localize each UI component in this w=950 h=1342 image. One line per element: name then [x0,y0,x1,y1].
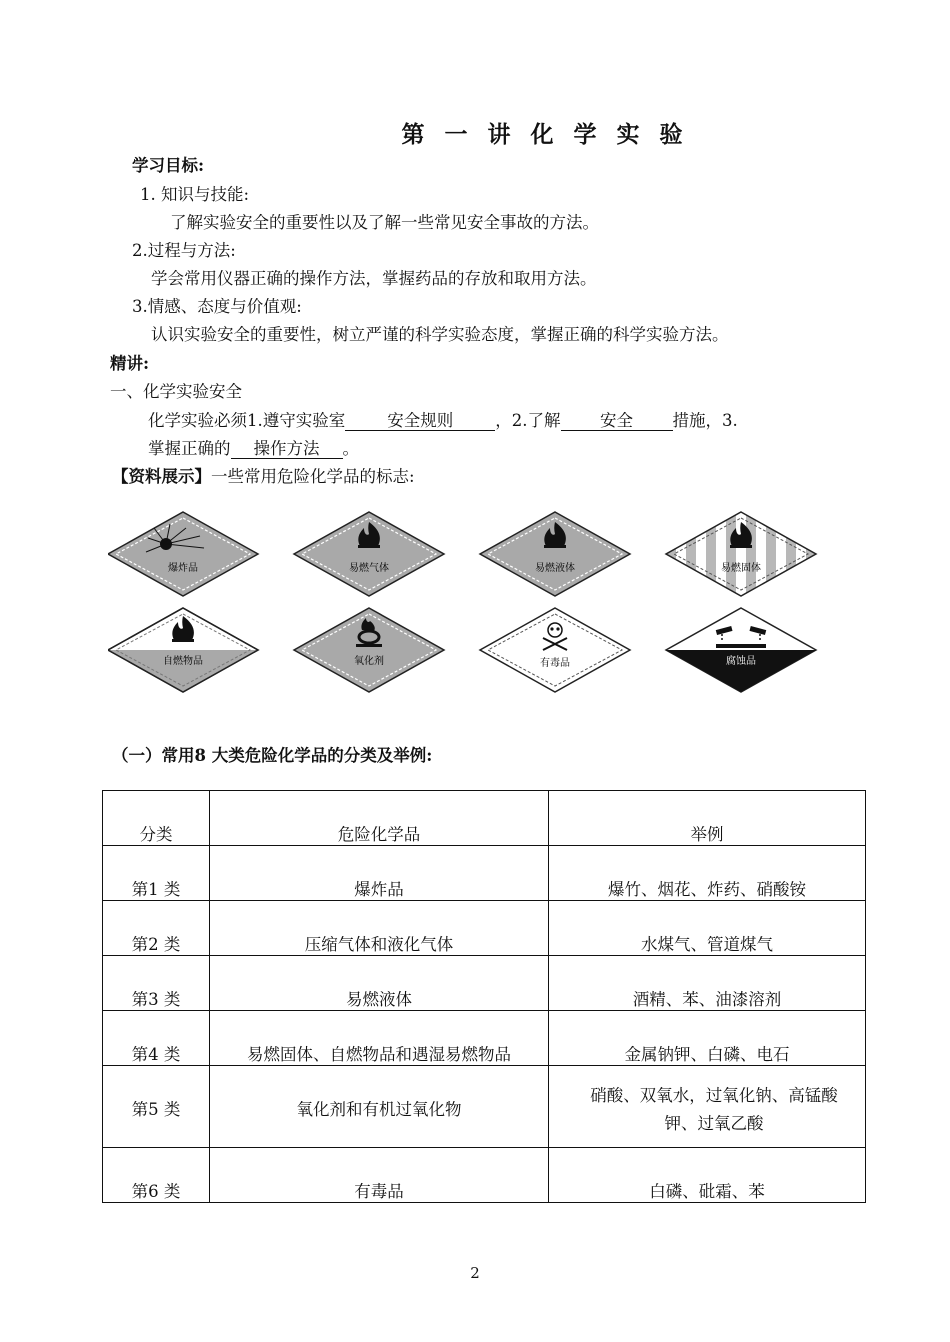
sign-label: 自燃物品 [163,656,203,667]
example-cell: 爆竹、烟花、炸药、硝酸铵 [608,880,806,899]
materials-line [112,463,415,487]
class-cell: 第3 类 [131,990,181,1009]
sign-label: 有毒品 [540,658,570,669]
sign-label: 爆炸品 [168,563,198,574]
sentence-part: 掌握正确的 [148,439,231,458]
example-cell: 白磷、砒霜、苯 [649,1182,765,1201]
chemical-cell: 氧化剂和有机过氧化物 [296,1100,462,1119]
table-row [103,1148,866,1203]
objective-text-2: 学会常用仪器正确的操作方法，掌握药品的存放和取用方法。 [151,269,597,288]
example-cell: 水煤气、管道煤气 [641,935,773,954]
column-header: 危险化学品 [337,825,421,844]
hazard-classification-table [102,790,866,1203]
hazard-signs-figure [108,508,838,700]
page-title: 第 一 讲 化 学 实 验 [401,121,689,148]
sign-flammable-solid [666,512,816,596]
sentence-part: 化学实验必须1.遵守实验室 [148,411,346,430]
page-number: 2 [470,1264,480,1282]
class-cell: 第6 类 [131,1182,181,1201]
objective-text-3: 认识实验安全的重要性，树立严谨的科学实验态度，掌握正确的科学实验方法。 [151,325,729,344]
chemical-cell: 易燃液体 [346,990,412,1009]
fill-blank-answer: 操作方法 [231,439,343,459]
chemical-cell: 易燃固体、自燃物品和遇湿易燃物品 [247,1045,511,1064]
section-heading: 一、化学实验安全 [110,382,242,401]
class-cell: 第5 类 [131,1100,181,1119]
fill-blank-answer: 安全 [561,411,673,431]
sentence-part: 。 [342,439,359,458]
objective-label-3: 3.情感、态度与价值观: [132,297,302,316]
class-cell: 第4 类 [131,1045,181,1064]
sentence-part: ，2.了解 [495,411,561,430]
sign-label: 易燃固体 [721,563,761,574]
safety-sentence-line1 [148,407,738,431]
materials-text: 一些常用危险化学品的标志: [211,467,415,486]
column-header: 分类 [139,825,173,844]
column-header: 举例 [690,825,724,844]
table-row [103,1066,866,1148]
sign-flammable-gas [294,512,444,596]
table-row [103,1011,866,1066]
objective-text-1: 了解实验安全的重要性以及了解一些常见安全事故的方法。 [170,213,599,232]
table-row [103,956,866,1011]
sign-label: 氧化剂 [354,656,384,667]
fill-blank-answer: 安全规则 [345,411,495,431]
chemical-cell: 爆炸品 [354,880,404,899]
sign-flammable-liquid [480,512,630,596]
class-cell: 第2 类 [131,935,181,954]
sentence-part: 措施，3. [672,411,738,430]
sign-explosive [108,512,258,596]
table-row [103,901,866,956]
objective-label-2: 2.过程与方法: [132,241,236,260]
example-cell: 酒精、苯、油漆溶剂 [632,990,782,1009]
materials-tag: 【资料展示】 [112,467,211,486]
objectives-heading: 学习目标: [132,156,205,175]
table-header-row [103,791,866,846]
sign-oxidizer [294,608,444,692]
sign-label: 易燃液体 [535,563,575,574]
sign-spontaneous-combustion [108,608,258,692]
sign-corrosive [666,608,816,692]
sign-toxic [480,608,630,692]
chemical-cell: 压缩气体和液化气体 [304,935,454,954]
table-row [103,846,866,901]
class-cell: 第1 类 [131,880,181,899]
sign-label: 易燃气体 [349,563,389,574]
objective-label-1: 1. 知识与技能: [140,185,250,204]
sign-label: 腐蚀品 [726,656,756,667]
example-cell: 金属钠钾、白磷、电石 [624,1045,790,1064]
lecture-heading: 精讲: [110,354,150,373]
table-heading: （一）常用8 大类危险化学品的分类及举例: [112,746,433,765]
safety-sentence-line2 [148,435,359,459]
chemical-cell: 有毒品 [354,1182,404,1201]
example-cell: 硝酸、双氧水，过氧化钠、高锰酸钾、过氧乙酸 [590,1086,838,1133]
